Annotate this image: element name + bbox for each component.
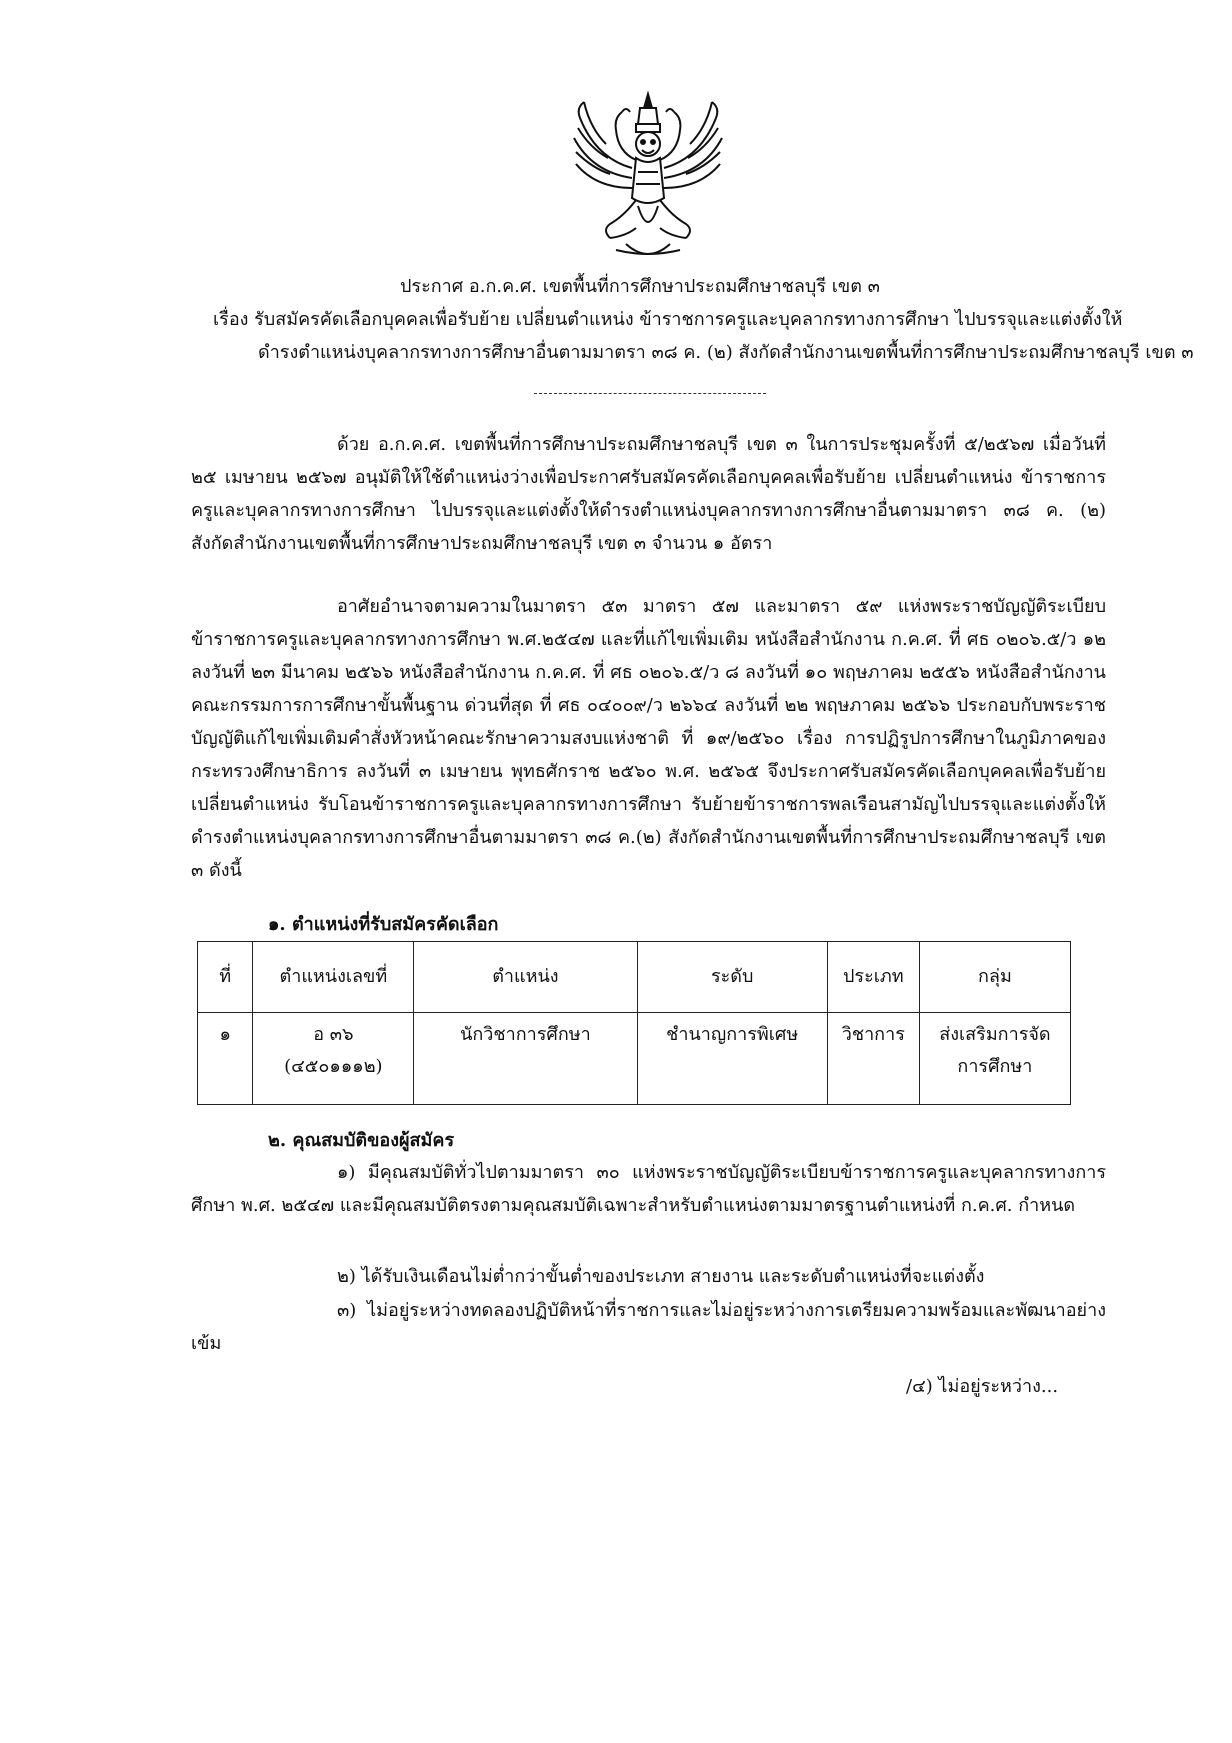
subject-line-2: ดำรงตำแหน่งบุคลากรทางการศึกษาอื่นตามมาตรา ๓๘ ค. (๒) สังกัดสำนักงานเขตพื้นที่การศึกษาประถมศึกษาชลบุรี เขต ๓	[258, 342, 1194, 363]
cell-group-line2: การศึกษา	[957, 1056, 1033, 1077]
paragraph-intro: ด้วย อ.ก.ค.ศ. เขตพื้นที่การศึกษาประถมศึกษาชลบุรี เขต ๓ ในการประชุมครั้งที่ ๕/๒๕๖๗ เมื่อวันที่ ๒๕ เมษายน ๒๕๖๗ อนุมัติให้ใช้ตำแหน่งว่างเพื่อประกาศรับสมัครคัดเลือกบุคคลเพื่อรับย้าย เปลี่ยนตำแหน่ง ข้าราชการครูและบุคลากรทางการศึกษา ไปบรรจุและแต่งตั้งให้ดำรงตำแหน่งบุคลากรทางการศึกษาอื่นตามมาตรา ๓๘ ค. (๒) สังกัดสำนักงานเขตพื้นที่การศึกษาประถมศึกษาชลบุรี เขต ๓ จำนวน ๑ อัตรา	[191, 434, 1106, 554]
subject-line-1: เรื่อง รับสมัครคัดเลือกบุคคลเพื่อรับย้าย เปลี่ยนตำแหน่ง ข้าราชการครูและบุคลากรทางการศึกษา ไปบรรจุและแต่งตั้งให้	[213, 309, 1123, 330]
header-code: ตำแหน่งเลขที่	[253, 942, 414, 1013]
qualification-2: ๒) ได้รับเงินเดือนไม่ต่ำกว่าขั้นต่ำของประเภท สายงาน และระดับตำแหน่งที่จะแต่งตั้ง	[337, 1266, 985, 1287]
header-no: ที่	[198, 942, 253, 1013]
header-level: ระดับ	[637, 942, 827, 1013]
cell-group	[919, 1013, 1070, 1105]
cell-position: นักวิชาการศึกษา	[414, 1013, 637, 1105]
cell-type: วิชาการ	[827, 1013, 919, 1105]
section-1-title: ๑. ตำแหน่งที่รับสมัครคัดเลือก	[268, 914, 499, 935]
paragraph-authority: อาศัยอำนาจตามความในมาตรา ๕๓ มาตรา ๕๗ และมาตรา ๕๙ แห่งพระราชบัญญัติระเบียบข้าราชการครูและบุคลากรทางการศึกษา พ.ศ.๒๕๔๗ และที่แก้ไขเพิ่มเติม หนังสือสำนักงาน ก.ค.ศ. ที่ ศธ ๐๒๐๖.๕/ว ๑๒ ลงวันที่ ๒๓ มีนาคม ๒๕๖๖ หนังสือสำนักงาน ก.ค.ศ. ที่ ศธ ๐๒๐๖.๕/ว ๘ ลงวันที่ ๑๐ พฤษภาคม ๒๕๕๖ หนังสือสำนักงานคณะกรรมการการศึกษาขั้นพื้นฐาน ด่วนที่สุด ที่ ศธ ๐๔๐๐๙/ว ๒๖๖๔ ลงวันที่ ๒๒ พฤษภาคม ๒๕๖๖ ประกอบกับพระราชบัญญัติแก้ไขเพิ่มเติมคำสั่งหัวหน้าคณะรักษาความสงบแห่งชาติ ที่ ๑๙/๒๕๖๐ เรื่อง การปฏิรูปการศึกษาในภูมิภาคของกระทรวงศึกษาธิการ ลงวันที่ ๓ เมษายน พุทธศักราช ๒๕๖๐ พ.ศ. ๒๕๖๕ จึงประกาศรับสมัครคัดเลือกบุคคลเพื่อรับย้าย เปลี่ยนตำแหน่ง รับโอนข้าราชการครูและบุคลากรทางการศึกษา รับย้ายข้าราชการพลเรือนสามัญไปบรรจุและแต่งตั้งให้ดำรงตำแหน่งบุคลากรทางการศึกษาอื่นตามมาตรา ๓๘ ค.(๒) สังกัดสำนักงานเขตพื้นที่การศึกษาประถมศึกษาชลบุรี เขต ๓ ดังนี้	[191, 596, 1106, 881]
header-position: ตำแหน่ง	[414, 942, 637, 1013]
announcement-title: ประกาศ อ.ก.ค.ศ. เขตพื้นที่การศึกษาประถมศึกษาชลบุรี เขต ๓	[400, 276, 880, 297]
cell-level: ชำนาญการพิเศษ	[637, 1013, 827, 1105]
table-header-row	[198, 942, 1071, 1013]
garuda-emblem-icon	[566, 88, 730, 264]
cell-code-line2: (๔๕๐๑๑๑๒)	[284, 1056, 383, 1077]
section-2-title: ๒. คุณสมบัติของผู้สมัคร	[268, 1130, 455, 1151]
page-continuation: /๔) ไม่อยู่ระหว่าง...	[906, 1376, 1059, 1397]
positions-table	[197, 941, 1071, 1105]
header-divider	[534, 393, 766, 394]
cell-code-line1: อ ๓๖	[313, 1024, 354, 1045]
cell-no: ๑	[198, 1013, 253, 1105]
header-group: กลุ่ม	[919, 942, 1070, 1013]
qualification-1: ๑) มีคุณสมบัติทั่วไปตามมาตรา ๓๐ แห่งพระราชบัญญัติระเบียบข้าราชการครูและบุคลากรทางการศึกษา พ.ศ. ๒๕๔๗ และมีคุณสมบัติตรงตามคุณสมบัติเฉพาะสำหรับตำแหน่งตามมาตรฐานตำแหน่งที่ ก.ค.ศ. กำหนด	[191, 1162, 1106, 1216]
qualification-3: ๓) ไม่อยู่ระหว่างทดลองปฏิบัติหน้าที่ราชการและไม่อยู่ระหว่างการเตรียมความพร้อมและพัฒนาอย่างเข้ม	[191, 1300, 1106, 1354]
cell-code	[253, 1013, 414, 1105]
header-type: ประเภท	[827, 942, 919, 1013]
cell-group-line1: ส่งเสริมการจัด	[939, 1024, 1051, 1045]
table-row	[198, 1013, 1071, 1105]
